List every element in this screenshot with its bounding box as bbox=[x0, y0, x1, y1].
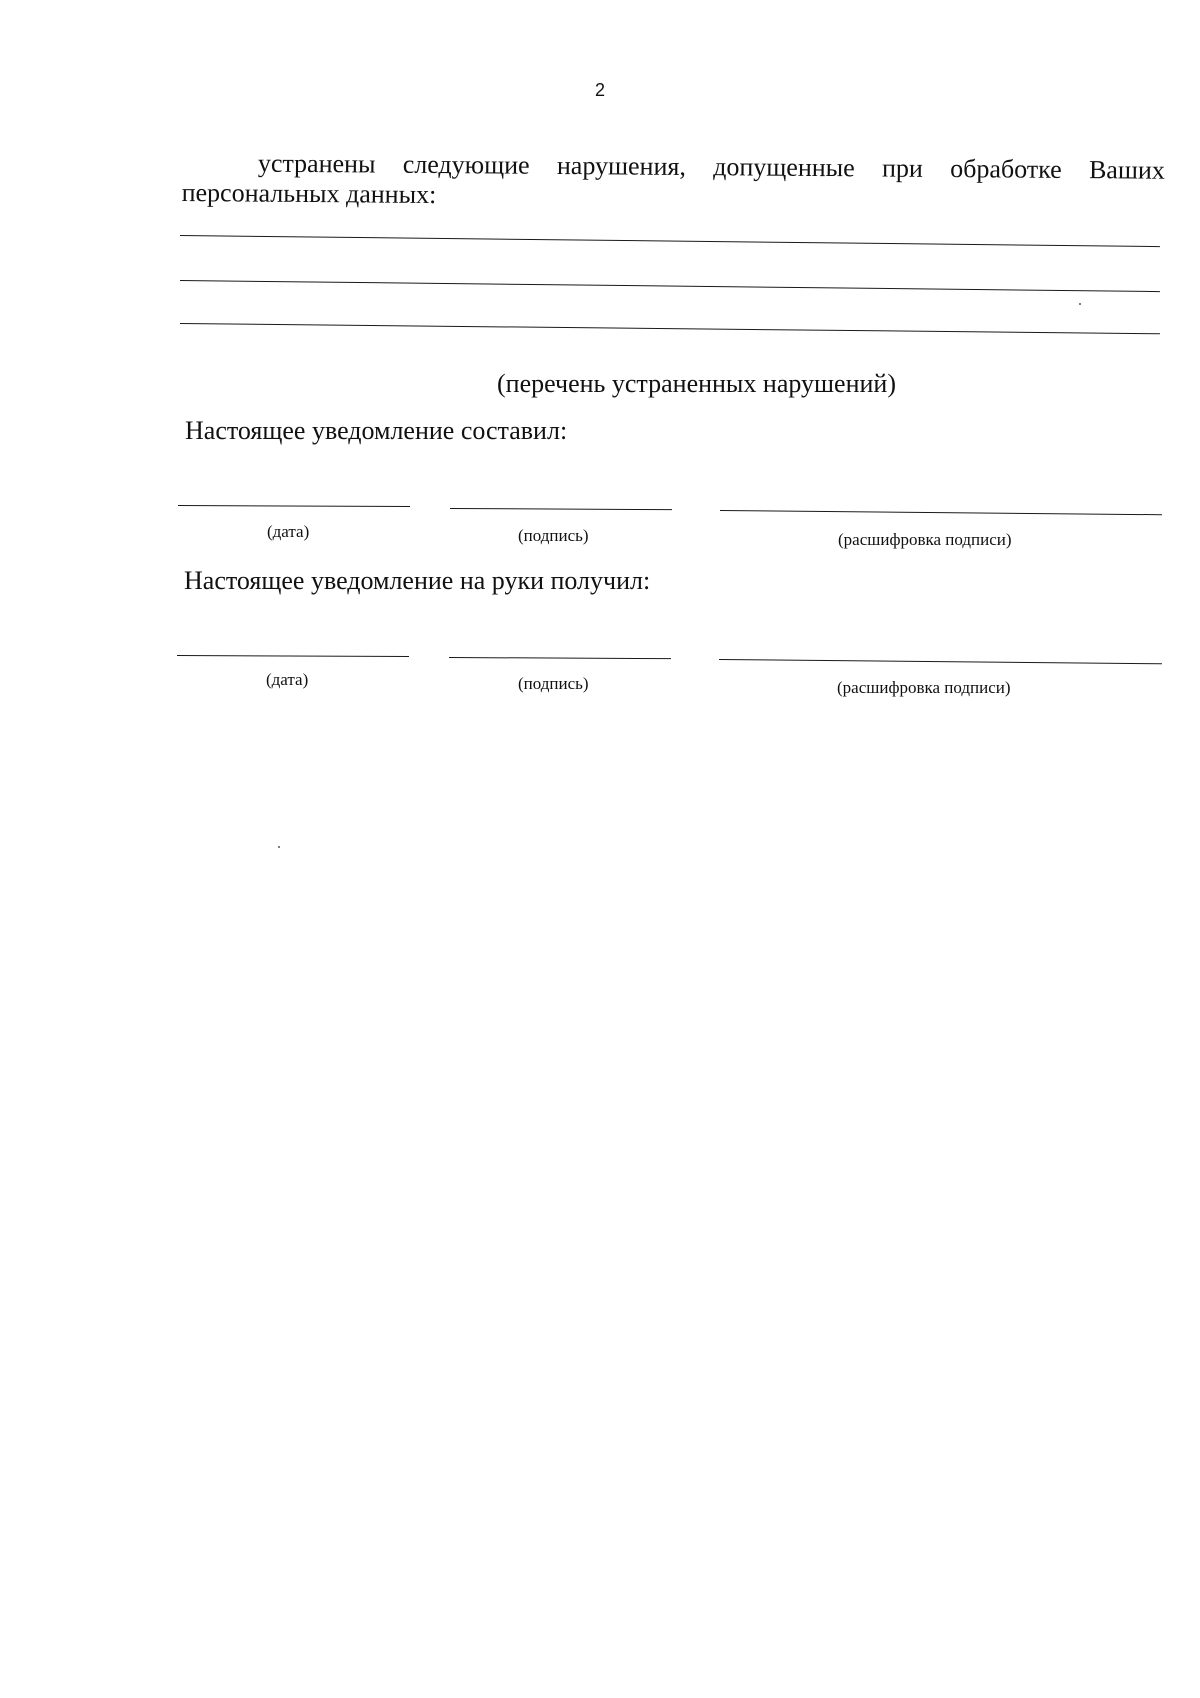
compiled-transcript-line[interactable] bbox=[720, 510, 1162, 515]
received-signature-line[interactable] bbox=[449, 657, 671, 659]
received-date-caption: (дата) bbox=[266, 670, 309, 689]
violations-caption: (перечень устраненных нарушений) bbox=[497, 369, 896, 398]
received-date-line[interactable] bbox=[177, 655, 409, 657]
compiled-date-caption: (дата) bbox=[267, 522, 310, 541]
intro-line-2: персональных данных: bbox=[181, 177, 437, 209]
scan-speck bbox=[278, 846, 280, 848]
compiled-heading: Настоящее уведомление составил: bbox=[185, 416, 568, 445]
received-transcript-caption: (расшифровка подписи) bbox=[837, 678, 1011, 697]
compiled-date-line[interactable] bbox=[178, 505, 410, 507]
scan-speck bbox=[1079, 303, 1081, 305]
page-number: 2 bbox=[594, 80, 605, 100]
violation-line-1[interactable] bbox=[180, 235, 1160, 247]
received-heading: Настоящее уведомление на руки получил: bbox=[184, 566, 651, 595]
violation-line-3[interactable] bbox=[180, 323, 1160, 334]
received-transcript-line[interactable] bbox=[719, 659, 1162, 664]
compiled-signature-caption: (подпись) bbox=[518, 526, 589, 545]
intro-line-1: устранены следующие нарушения, допущенные при обработке Ваших bbox=[257, 148, 1165, 185]
compiled-transcript-caption: (расшифровка подписи) bbox=[838, 530, 1012, 549]
violation-line-2[interactable] bbox=[180, 280, 1160, 292]
intro-paragraph bbox=[182, 148, 1165, 216]
received-signature-caption: (подпись) bbox=[518, 674, 589, 693]
compiled-signature-line[interactable] bbox=[450, 508, 672, 510]
